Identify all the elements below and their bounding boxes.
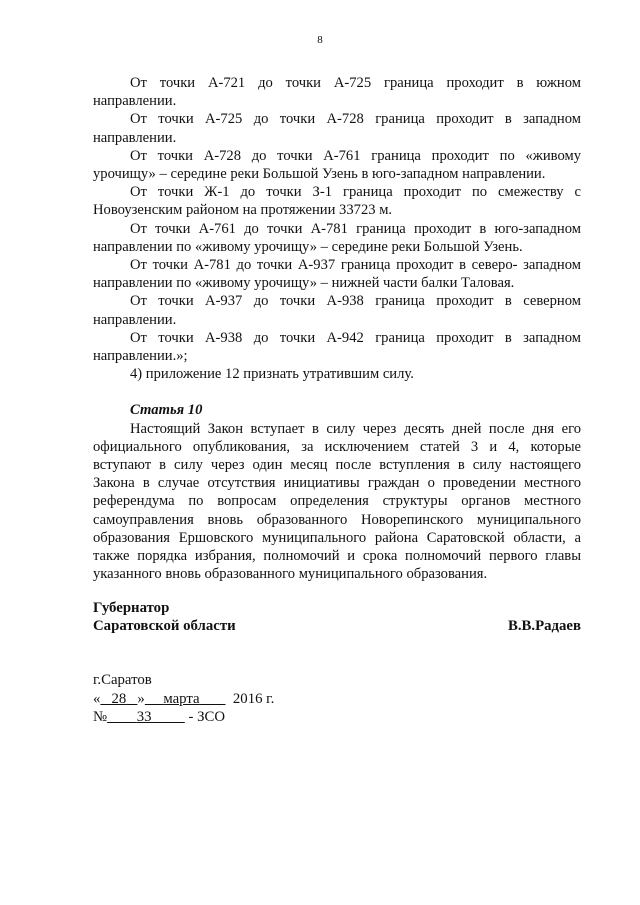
paragraph: 4) приложение 12 признать утратившим силу. xyxy=(130,366,414,383)
footer-city: г.Саратов xyxy=(93,672,152,688)
signatory-title-line1: Губернатор xyxy=(93,600,170,616)
paragraph: От точки А-761 до точки А-781 граница проходит в юго-западном направлении по «живому урочищу» – середине реки Большой Узень. xyxy=(93,220,581,255)
paragraph: От точки А-937 до точки А-938 граница проходит в северном направлении. xyxy=(93,293,581,328)
law-number: 33 xyxy=(136,709,152,725)
document-footer xyxy=(93,671,274,727)
article-text: Настоящий Закон вступает в силу через десять дней после дня его официального опубликования, за исключением статей 3 и 4, которые вступают в силу через один месяц после вступления в силу настоящего Закона в случае отсутствия инициативы граждан о проведении местного референдума по вопросам определения структуры органов местного самоуправления вновь образованного Новорепинского муниципального образования Ершовского муниципального района Саратовской области, а также порядка избрания, полномочий и срока полномочий первого главы указанного вновь образованного муниципального образования. xyxy=(93,420,581,583)
paragraph: От точки Ж-1 до точки З-1 граница проходит по смежеству с Новоузенским районом на протяжении 33723 м. xyxy=(93,184,581,219)
paragraph: От точки А-938 до точки А-942 граница проходит в западном направлении.»; xyxy=(93,329,581,365)
signature-block xyxy=(93,599,581,635)
page-number: 8 xyxy=(317,34,323,46)
number-sign: № xyxy=(93,709,108,725)
paragraph: От точки А-728 до точки А-761 граница проходит по «живому урочищу» – середине реки Большой Узень в юго-западном направлении. xyxy=(93,147,581,183)
number-suffix: - ЗСО xyxy=(188,709,226,725)
date-open-quote: « xyxy=(93,690,101,707)
date-day: 28 xyxy=(111,690,127,707)
signatory-title-line2: Саратовской области xyxy=(93,618,236,634)
paragraph: От точки А-721 до точки А-725 граница проходит в южном направлении. xyxy=(93,75,581,110)
paragraph: От точки А-781 до точки А-937 граница проходит в северо- западном направлении по «живому урочищу» – нижней части балки Таловая. xyxy=(93,257,581,292)
article-title: Статья 10 xyxy=(130,402,203,419)
date-year: 2016 г. xyxy=(232,690,275,707)
paragraph: От точки А-725 до точки А-728 граница проходит в западном направлении. xyxy=(93,111,581,146)
date-month: марта xyxy=(163,690,200,707)
date-close-quote: » xyxy=(137,690,145,707)
footer-date xyxy=(93,690,274,709)
footer-number xyxy=(93,708,274,727)
article-10 xyxy=(93,401,581,583)
document-body xyxy=(93,74,581,583)
signatory-name: В.В.Радаев xyxy=(507,618,581,634)
